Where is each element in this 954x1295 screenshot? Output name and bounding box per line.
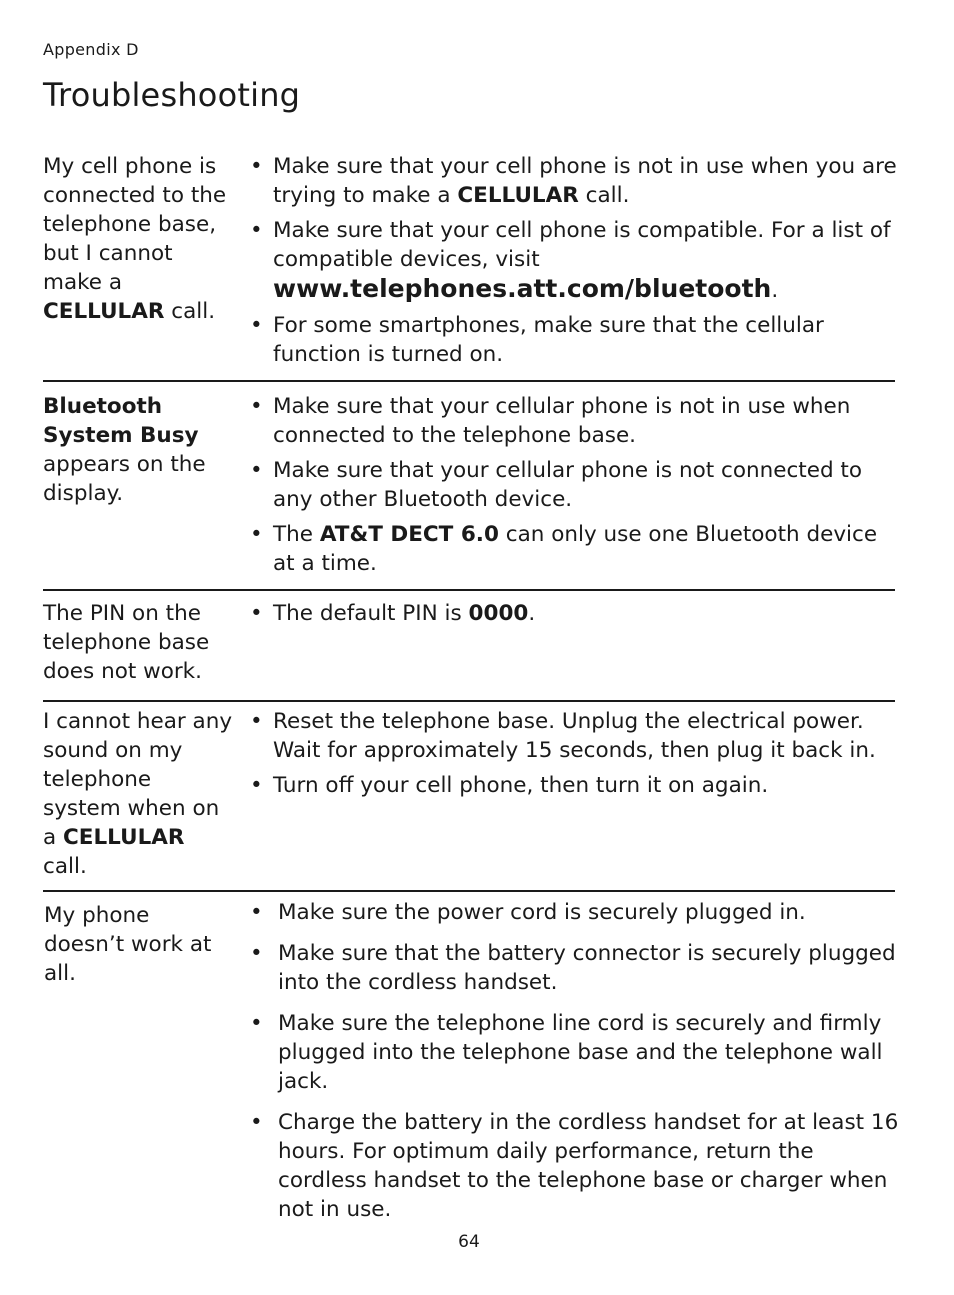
bullet: •: [250, 941, 263, 966]
bullet: •: [250, 709, 263, 734]
solution-list: [250, 898, 902, 1236]
problem-text: Bluetooth System Busy appears on the display.: [43, 394, 206, 506]
solution-list: [250, 707, 902, 806]
solution-item: • Make sure that the battery connector is securely plugged into the cordless handset.: [250, 941, 896, 995]
troubleshooting-row: [43, 380, 895, 590]
bullet: •: [250, 601, 263, 626]
solution-list: [250, 599, 902, 634]
solution-list: [250, 152, 902, 375]
solution-item: • Make sure the power cord is securely plugged in.: [250, 900, 806, 925]
solution-item: • Make sure that your cell phone is not in use when you are trying to make a CELLULAR call.: [250, 154, 897, 208]
solution-item: • The default PIN is 0000.: [250, 601, 536, 626]
section-label: Appendix D: [43, 40, 139, 59]
support-url[interactable]: www.telephones.att.com/bluetooth: [273, 274, 772, 303]
solution-item: • The AT&T DECT 6.0 can only use one Bluetooth device at a time.: [250, 522, 878, 576]
solution-item: • For some smartphones, make sure that the cellular function is turned on.: [250, 313, 824, 367]
bullet: •: [250, 458, 263, 483]
solution-list: [250, 392, 902, 584]
bullet: •: [250, 154, 263, 179]
solution-item: • Turn off your cell phone, then turn it on again.: [250, 773, 769, 798]
solution-item: • Charge the battery in the cordless handset for at least 16 hours. For optimum daily performance, return the cordless handset to the telephone base or charger when not in use.: [250, 1110, 899, 1222]
troubleshooting-row: [43, 589, 895, 701]
solution-item: • Make sure that your cell phone is compatible. For a list of compatible devices, visit www.telephones.att.com/bluetooth.: [250, 218, 891, 303]
solution-item: • Make sure that your cellular phone is not connected to any other Bluetooth device.: [250, 458, 863, 512]
bullet: •: [250, 313, 263, 338]
problem-text: I cannot hear any sound on my telephone system when on a CELLULAR call.: [43, 709, 233, 879]
bullet: •: [250, 394, 263, 419]
problem-text: The PIN on the telephone base does not work.: [43, 601, 210, 684]
bullet: •: [250, 900, 263, 925]
troubleshooting-row: [43, 890, 899, 1222]
page-number: 64: [458, 1232, 480, 1252]
bullet: •: [250, 773, 263, 798]
bullet: •: [250, 1110, 263, 1135]
problem-text: My cell phone is connected to the telephone base, but I cannot make a CELLULAR call.: [43, 154, 227, 324]
bullet: •: [250, 1011, 263, 1036]
solution-item: • Reset the telephone base. Unplug the electrical power. Wait for approximately 15 seconds, then plug it back in.: [250, 709, 876, 763]
solution-item: • Make sure that your cellular phone is not in use when connected to the telephone base.: [250, 394, 851, 448]
bullet: •: [250, 218, 263, 243]
solution-item: • Make sure the telephone line cord is securely and firmly plugged into the telephone base and the telephone wall jack.: [250, 1011, 883, 1094]
troubleshooting-row: [43, 700, 895, 892]
problem-text: My phone doesn’t work at all.: [44, 903, 212, 986]
page-title: Troubleshooting: [43, 76, 301, 114]
bullet: •: [250, 522, 263, 547]
